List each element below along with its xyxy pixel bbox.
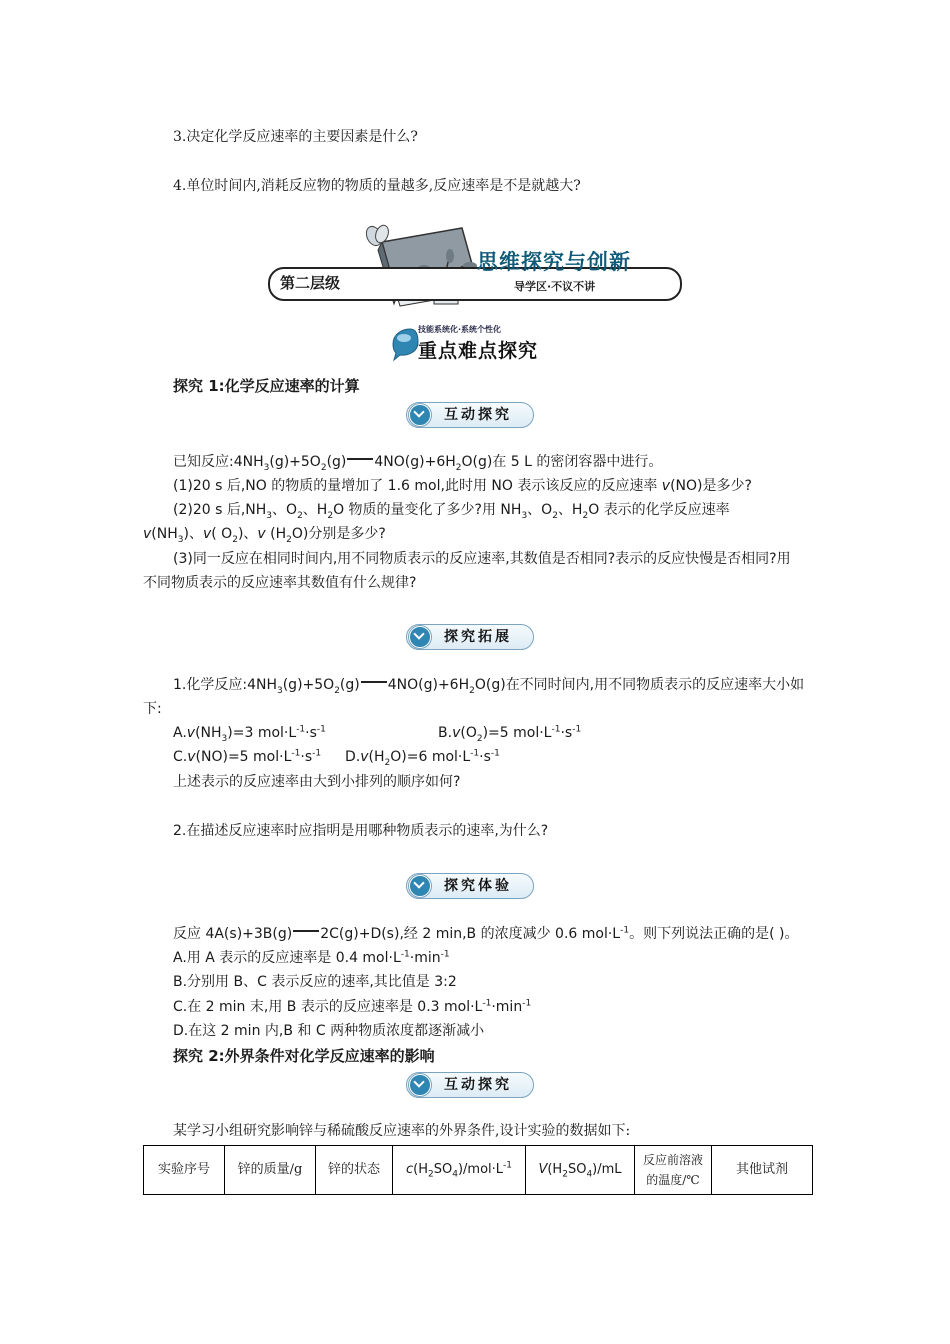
experience-option-d: D.在这 2 min 内,B 和 C 两种物质浓度都逐渐减小: [173, 1023, 485, 1039]
level-banner: [262, 222, 687, 312]
table-header-row: [144, 1146, 813, 1195]
pill-interactive-2: 互动探究: [406, 1070, 536, 1098]
explore1-part3-line2: 不同物质表示的反应速率其数值有什么规律?: [143, 575, 417, 591]
table-header-cell: $c(H_2SO_4)/mol\cdot L^{-1}$: [393, 1146, 526, 1195]
table-header-cell: $V(H_2SO_4)/mL$: [526, 1146, 635, 1195]
explore1-part1: (1)20 s 后,NO 的物质的量增加了 1.6 mol,此时用 NO 表示该反应的反应速率 v(NO)是多少?: [173, 478, 752, 494]
question-3: 3.决定化学反应速率的主要因素是什么?: [173, 129, 418, 145]
question-4: 4.单位时间内,消耗反应物的物质的量越多,反应速率是不是就越大?: [173, 178, 581, 194]
option-a: $A.v(NH_3)=3$ $mol\cdot L^{-1}\cdot s^{-1}$: [173, 724, 326, 744]
pill-expand: 探究拓展: [406, 622, 536, 650]
explore1-part2: (2)20 s 后$,NH_3$、$O_2$、$H_2O$ 物质的量变化了多少?用 $NH_3$、$O_2$、$H_2O$ 表示的化学反应速率: [173, 502, 730, 521]
level-subtitle: 导学区·不议不讲: [514, 280, 596, 293]
pill-experience: 探究体验: [406, 871, 536, 899]
table-header-cell: 锌的状态: [316, 1146, 393, 1195]
explore1-part3-line1: (3)同一反应在相同时间内,用不同物质表示的反应速率,其数值是否相同?表示的反应快慢是否相同?用: [173, 551, 791, 567]
expand-question-1-end: 上述表示的反应速率由大到小排列的顺序如何?: [173, 774, 461, 790]
expand-question-1: 1.化学反应$:4NH_3(g)+5O_2(g)$ $4NO(g)+6H_2O(g)$在不同时间内,用不同物质表示的反应速率大小如: [173, 677, 805, 696]
section-title: 重点难点探究: [418, 340, 539, 362]
pill-interactive-1: 互动探究: [406, 400, 536, 428]
table-header-cell: 其他试剂: [712, 1146, 813, 1195]
table-header-cell: 实验序号: [144, 1146, 225, 1195]
explore1-heading: 探究 1:化学反应速率的计算: [173, 377, 360, 395]
given-reaction: 已知反应$:4NH_3(g)+5O_2(g)$ $4NO(g)+6H_2O(g)$在 5 L 的密闭容器中进行。: [173, 454, 663, 473]
speech-bubble-icon: [390, 326, 420, 362]
explore2-heading: 探究 2:外界条件对化学反应速率的影响: [173, 1047, 435, 1065]
experience-option-c: C.在 2 min 末,用 B 表示的反应速率是 0.3 $mol\cdot L^{-1}\cdot\min^{-1}$: [173, 998, 532, 1015]
option-d: $D.v(H_2O)=6$ $mol\cdot L^{-1}\cdot s^{-1}$: [345, 748, 500, 768]
table-header-cell: 锌的质量/g: [225, 1146, 316, 1195]
level-label: 第二层级: [280, 274, 341, 292]
level-title: 思维探究与创新: [477, 250, 631, 274]
table-header-cell: 反应前溶液的温度/℃: [635, 1146, 712, 1195]
experience-option-a: A.用 A 表示的反应速率是 0.4 $mol\cdot L^{-1}\cdot\min^{-1}$: [173, 949, 450, 966]
section-header: [390, 324, 570, 364]
explore2-intro: 某学习小组研究影响锌与稀硫酸反应速率的外界条件,设计实验的数据如下:: [173, 1123, 631, 1139]
expand-question-2: 2.在描述反应速率时应指明是用哪种物质表示的速率,为什么?: [173, 823, 549, 839]
section-small-caption: 技能系统化·系统个性化: [418, 325, 502, 334]
experiment-table: [143, 1145, 813, 1195]
option-b: $B.v(O_2)=5$ $mol\cdot L^{-1}\cdot s^{-1}$: [438, 724, 582, 744]
experience-stem: 反应 4A(s)+3B(g) 2C(g)+D(s),经 2 min,B 的浓度减少 0.6 $mol\cdot L^{-1}$。则下列说法正确的是( )。: [173, 925, 799, 942]
option-c: C.v(NO)=5 $mol\cdot L^{-1}\cdot s^{-1}$: [173, 748, 322, 765]
expand-question-1-cont: 下:: [143, 701, 162, 717]
experience-option-b: B.分别用 B、C 表示反应的速率,其比值是 3:2: [173, 974, 457, 990]
explore1-part2-cont: $v(NH_3)$、v( $O_2$)、v $(H_2O)$分别是多少?: [143, 526, 386, 545]
